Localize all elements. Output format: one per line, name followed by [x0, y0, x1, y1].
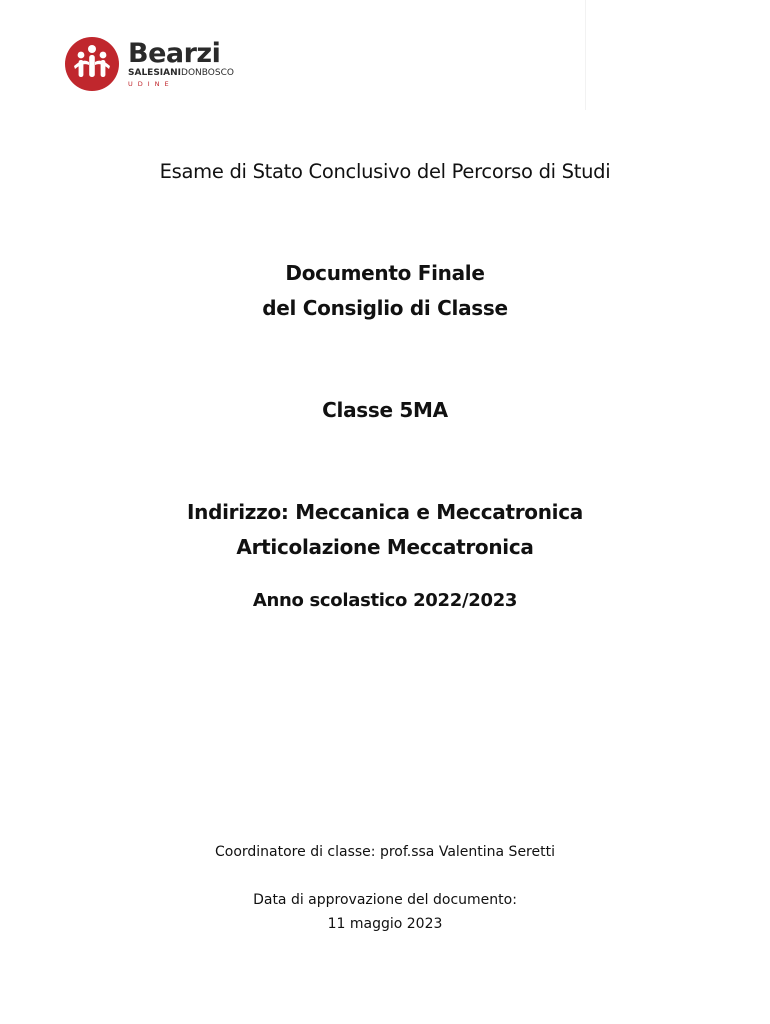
study-track: Indirizzo: Meccanica e Meccatronica — [187, 500, 583, 524]
approval-date: 11 maggio 2023 — [327, 916, 443, 932]
class-name: Classe 5MA — [322, 398, 448, 422]
study-articulation: Articolazione Meccatronica — [236, 535, 534, 559]
school-year: Anno scolastico 2022/2023 — [252, 590, 518, 611]
approval-date-label: Data di approvazione del documento: — [253, 892, 517, 908]
logo-brand: Bearzi — [128, 38, 221, 70]
school-logo — [64, 36, 234, 92]
logo-subtitle — [128, 69, 234, 78]
logo-sub-regular: DONBOSCO — [181, 68, 234, 79]
logo-city: UDINE — [128, 80, 174, 89]
document-title-line1: Documento Finale — [285, 261, 485, 285]
logo-sub-bold: SALESIANI — [128, 68, 182, 79]
class-coordinator: Coordinatore di classe: prof.ssa Valentina Seretti — [214, 844, 555, 860]
header-divider — [585, 0, 586, 110]
logo-wordmark — [128, 40, 234, 88]
exam-title: Esame di Stato Conclusivo del Percorso di Studi — [159, 160, 611, 183]
document-title-line2: del Consiglio di Classe — [262, 296, 508, 320]
salesian-figures-icon — [64, 36, 120, 92]
